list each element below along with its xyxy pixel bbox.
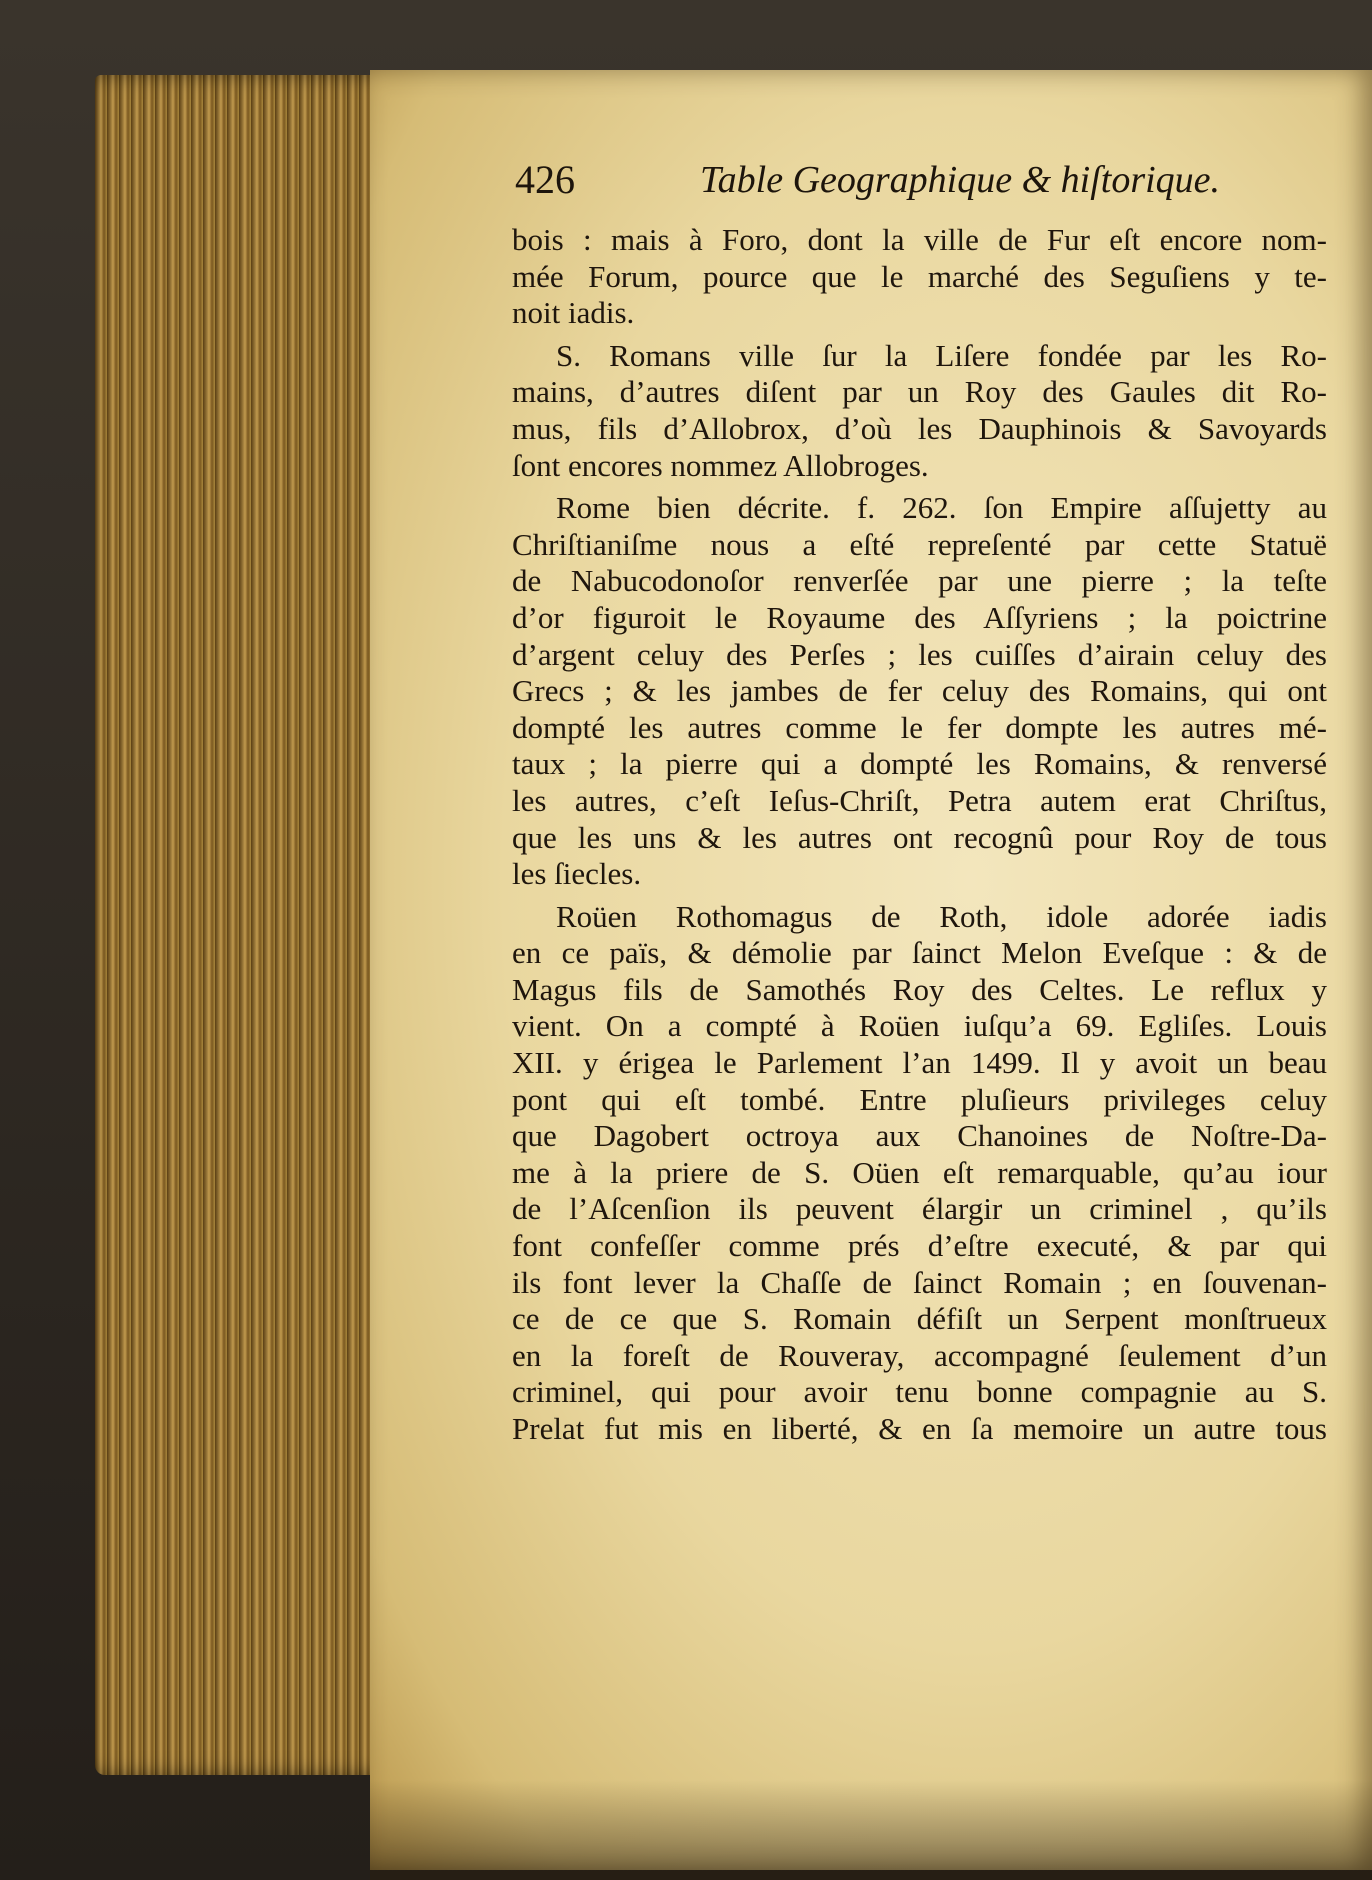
- page-number: 426: [515, 157, 575, 202]
- text-line: en ce païs, & démolie par ſainct Melon Eveſque : & de: [512, 935, 1327, 971]
- book-page-edges: [95, 75, 395, 1775]
- text-line: ils font lever la Chaſſe de ſainct Romain ; en ſouvenan-: [512, 1264, 1327, 1300]
- text-line: les ſiecles.: [512, 856, 642, 892]
- text-line: les autres, c’eſt Ieſus-Chriſt, Petra autem erat Chriſtus,: [512, 782, 1327, 818]
- page-body: [512, 222, 1327, 1448]
- text-line: ſont encores nommez Allobroges.: [512, 447, 929, 483]
- text-line: de l’Aſcenſion ils peuvent élargir un criminel , qu’ils: [512, 1191, 1327, 1227]
- page-bottom-shadow: [370, 1780, 1372, 1880]
- text-line: mains, d’autres diſent par un Roy des Gaules dit Ro-: [512, 374, 1327, 410]
- text-line: criminel, qui pour avoir tenu bonne compagnie au S.: [512, 1374, 1327, 1410]
- text-line: XII. y érigea le Parlement l’an 1499. Il y avoit un beau: [512, 1045, 1327, 1081]
- page-header: [515, 157, 1315, 210]
- text-line: mée Forum, pource que le marché des Seguſiens y te-: [512, 258, 1327, 294]
- text-line: vient. On a compté à Roüen iuſqu’a 69. Egliſes. Louis: [512, 1008, 1327, 1044]
- text-line: Roüen Rothomagus de Roth, idole adorée iadis: [556, 898, 1327, 934]
- text-line: de Nabucodonoſor renverſée par une pierre ; la teſte: [512, 563, 1327, 599]
- text-line: d’or figuroit le Royaume des Aſſyriens ; la poictrine: [512, 599, 1327, 635]
- text-line: Chriſtianiſme nous a eſté repreſenté par cette Statuë: [512, 526, 1327, 562]
- running-title: Table Geographique & hiſtorique.: [700, 159, 1221, 201]
- text-line: que les uns & les autres ont recognû pour Roy de tous: [512, 819, 1327, 855]
- text-line: Grecs ; & les jambes de fer celuy des Romains, qui ont: [512, 673, 1327, 709]
- text-line: dompté les autres comme le fer dompte les autres mé-: [512, 709, 1327, 745]
- text-line: d’argent celuy des Perſes ; les cuiſſes d’airain celuy des: [512, 636, 1327, 672]
- text-line: noit iadis.: [512, 295, 635, 331]
- text-line: S. Romans ville ſur la Liſere fondée par les Ro-: [556, 337, 1327, 373]
- text-line: Rome bien décrite. f. 262. ſon Empire aſſujetty au: [556, 490, 1327, 526]
- text-line: ce de ce que S. Romain défiſt un Serpent monſtrueux: [512, 1301, 1327, 1337]
- text-line: taux ; la pierre qui a dompté les Romains, & renversé: [512, 746, 1327, 782]
- text-line: pont qui eſt tombé. Entre pluſieurs privileges celuy: [512, 1081, 1327, 1117]
- text-line: font confeſſer comme prés d’eſtre executé, & par qui: [512, 1228, 1327, 1264]
- text-line: en la foreſt de Rouveray, accompagné ſeulement d’un: [512, 1337, 1327, 1373]
- text-line: mus, fils d’Allobrox, d’où les Dauphinois & Savoyards: [512, 410, 1327, 446]
- text-line: me à la priere de S. Oüen eſt remarquable, qu’au iour: [512, 1154, 1327, 1190]
- text-line: que Dagobert octroya aux Chanoines de Noſtre-Da-: [512, 1118, 1327, 1154]
- text-line: Magus fils de Samothés Roy des Celtes. Le reflux y: [512, 971, 1327, 1007]
- text-line: bois : mais à Foro, dont la ville de Fur eſt encore nom-: [512, 222, 1327, 257]
- text-line: Prelat fut mis en liberté, & en ſa memoire un autre tous: [512, 1411, 1327, 1446]
